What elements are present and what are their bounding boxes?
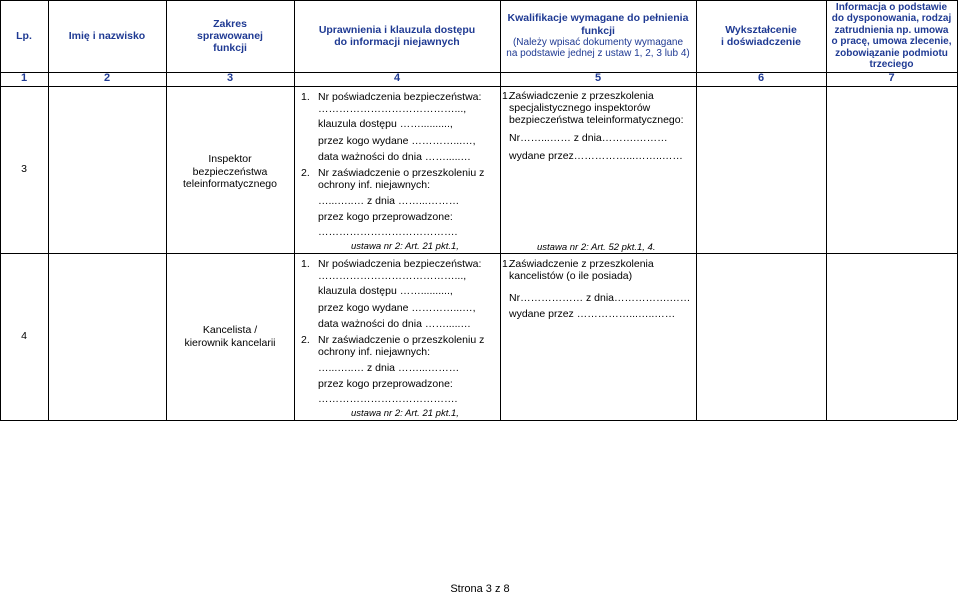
row3-qual-l5: wydane przez……………...……..…… [509, 150, 683, 162]
row3-scope-l3: teleinformatycznego [183, 178, 277, 191]
header-perm-l1: Uprawnienia i klauzula dostępu [318, 23, 476, 36]
row3-bottom-line [0, 253, 957, 254]
header-qualifications [500, 0, 696, 72]
row3-qual-l2: specjalistycznego inspektorów [509, 102, 651, 114]
row3-qual-l3: bezpieczeństwa teleinformatycznego: [509, 114, 684, 126]
row4-perm-l5: data ważności do dnia …….....… [318, 318, 471, 330]
row3-qual-l1: Zaświadczenie z przeszkolenia [509, 90, 654, 102]
row4-perm-l7: ochrony inf. niejawnych: [318, 346, 431, 358]
col-number-6: 6 [757, 72, 765, 84]
row4-qual-l4: Nr……………… z dnia…………….…… [509, 292, 691, 304]
col-number-5: 5 [594, 72, 602, 84]
row3-perm-note: ustawa nr 2: Art. 21 pkt.1, [351, 241, 459, 252]
col-number-4: 4 [393, 72, 401, 84]
header-name [48, 0, 166, 72]
row3-scope-l2: bezpieczeństwa [192, 165, 268, 178]
row4-scope-l2: kierownik kancelarii [184, 336, 276, 349]
row4-perm-l4: przez kogo wydane …………...…, [318, 302, 476, 314]
row4-perm-note: ustawa nr 2: Art. 21 pkt.1, [351, 408, 459, 419]
row3-qual-l4: Nr……...…… z dnia……….……… [509, 132, 668, 144]
header-lp-text: Lp. [16, 29, 32, 42]
row3-perm-l6-num: 2. [301, 167, 310, 179]
row4-perm-l9: przez kogo przeprowadzone: [318, 378, 453, 390]
header-scope-l2: sprawowanej [197, 29, 263, 42]
header-lp [0, 0, 48, 72]
row3-qual-num: 1. [502, 90, 511, 102]
header-info-l3: zatrudnienia np. umowa [834, 24, 949, 36]
header-info-l5: zobowiązanie podmiotu [835, 47, 948, 59]
header-education [696, 0, 826, 72]
header-permissions [294, 0, 500, 72]
row4-qual-num: 1. [502, 258, 511, 270]
header-name-text: Imię i nazwisko [68, 29, 146, 42]
row4-perm-l10: …………………………………. [318, 393, 458, 405]
header-scope-l1: Zakres [213, 17, 247, 30]
row3-perm-l2: …………………………………..., [318, 103, 467, 115]
header-edu-l1: Wykształcenie [725, 23, 797, 36]
row3-perm-l7: ochrony inf. niejawnych: [318, 179, 431, 191]
row3-lp: 3 [21, 163, 27, 175]
header-info-l1: Informacja o podstawie [835, 1, 948, 13]
header-info-l6: trzeciego [869, 59, 914, 70]
row3-perm-l5: data ważności do dnia …….....… [318, 151, 471, 163]
row3-perm-l1: Nr poświadczenia bezpieczeństwa: [318, 91, 482, 103]
col-number-2: 2 [103, 72, 111, 84]
row3-qual-note: ustawa nr 2: Art. 52 pkt.1, 4. [537, 242, 656, 253]
row4-perm-l8: …...…..… z dnia ……...……… [318, 362, 460, 374]
col-number-7: 7 [888, 72, 895, 84]
row4-bottom-line [0, 420, 957, 421]
page-footer: Strona 3 z 8 [450, 583, 510, 595]
row3-perm-l10: …………………………………. [318, 226, 458, 238]
header-qual-sub2: na podstawie jednej z ustaw 1, 2, 3 lub 4) [506, 48, 690, 60]
header-info-l4: o pracę, umowa zlecenie, [831, 36, 952, 47]
header-edu-l2: i doświadczenie [721, 36, 801, 48]
row4-scope [166, 324, 294, 349]
row4-lp: 4 [21, 330, 27, 342]
row4-qual-l2: kancelistów (o ile posiada) [509, 270, 633, 282]
row4-perm-l2: …………………………………..., [318, 270, 467, 282]
row4-scope-l1: Kancelista / [202, 324, 258, 336]
row4-perm-l6-num: 2. [301, 334, 310, 346]
header-scope-l3: funkcji [213, 42, 247, 55]
row4-perm-l3: klauzula dostępu …….........., [318, 285, 453, 297]
row3-scope [166, 153, 294, 191]
row3-perm-l9: przez kogo przeprowadzone: [318, 211, 453, 223]
header-qual-sub1: (Należy wpisać dokumenty wymagane [512, 36, 684, 48]
row4-perm-l1-num: 1. [301, 258, 310, 270]
header-info-l2: do dysponowania, rodzaj [831, 13, 952, 24]
header-perm-l2: do informacji niejawnych [334, 36, 460, 48]
row4-qual-l5: wydane przez ……………...…..…… [509, 308, 676, 320]
numbers-bottom-line [0, 86, 957, 87]
header-qual-l2: funkcji [581, 24, 615, 37]
header-scope [166, 0, 294, 72]
row4-perm-l1: Nr poświadczenia bezpieczeństwa: [318, 258, 482, 270]
row4-qual-l1: Zaświadczenie z przeszkolenia [509, 258, 654, 270]
row3-perm-l8: …...…..… z dnia ……...……… [318, 195, 460, 207]
row3-perm-l6: Nr zaświadczenie o przeszkoleniu z [318, 167, 485, 179]
row3-perm-l1-num: 1. [301, 91, 310, 103]
row3-perm-l4: przez kogo wydane …………...…, [318, 135, 476, 147]
row3-scope-l1: Inspektor [208, 153, 252, 165]
row3-perm-l3: klauzula dostępu …….........., [318, 118, 453, 130]
header-qual-l1: Kwalifikacje wymagane do pełnienia [507, 12, 689, 25]
row4-perm-l6: Nr zaświadczenie o przeszkoleniu z [318, 334, 485, 346]
col-border-7 [957, 0, 958, 420]
col-number-3: 3 [226, 72, 234, 84]
header-info [826, 0, 957, 72]
col-number-1: 1 [20, 72, 28, 84]
